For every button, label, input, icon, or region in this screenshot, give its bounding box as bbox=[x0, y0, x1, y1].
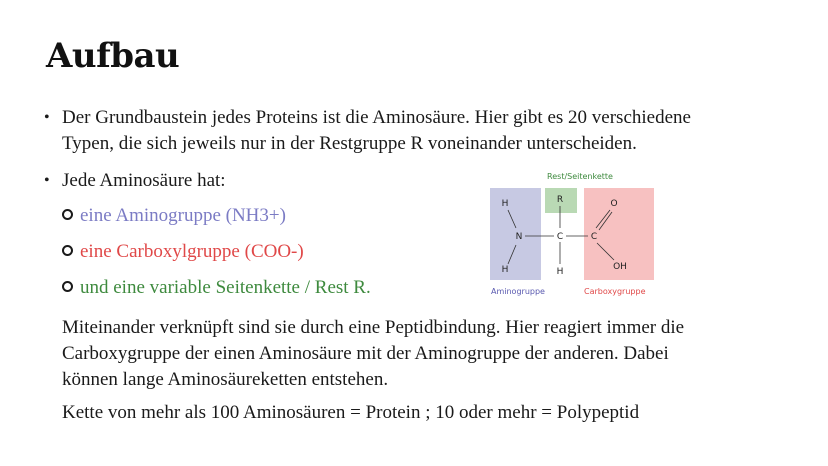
sub-item-amino: eine Aminogruppe (NH3+) bbox=[80, 205, 286, 226]
atom-r: R bbox=[556, 195, 564, 205]
atom-h-center: H bbox=[556, 267, 564, 277]
atom-n: N bbox=[515, 232, 523, 242]
paragraph-line-3: können lange Aminosäureketten entstehen. bbox=[62, 369, 389, 390]
bullet-2: Jede Aminosäure hat: bbox=[62, 170, 226, 191]
label-carboxy: Carboxygruppe bbox=[584, 287, 646, 296]
atom-o: O bbox=[610, 199, 618, 209]
atom-oh: OH bbox=[613, 262, 627, 272]
circle-bullet bbox=[62, 245, 73, 256]
sub-item-carboxyl: eine Carboxylgruppe (COO-) bbox=[80, 241, 304, 262]
paragraph-line-2: Carboxygruppe der einen Aminosäure mit der Aminogruppe der anderen. Dabei bbox=[62, 343, 669, 364]
atom-h-top: H bbox=[501, 199, 509, 209]
atom-c-carboxy: C bbox=[590, 232, 598, 242]
atom-h-bottom: H bbox=[501, 265, 509, 275]
slide-title: Aufbau bbox=[46, 36, 180, 76]
label-amino: Aminogruppe bbox=[491, 287, 545, 296]
summary-line: Kette von mehr als 100 Aminosäuren = Protein ; 10 oder mehr = Polypeptid bbox=[62, 402, 640, 423]
bullet-1-line-2: Typen, die sich jeweils nur in der Restgruppe R voneinander unterscheiden. bbox=[62, 133, 637, 154]
circle-bullet bbox=[62, 209, 73, 220]
atom-c-center: C bbox=[556, 232, 564, 242]
bullet-dot: • bbox=[44, 109, 50, 126]
bullet-dot: • bbox=[44, 172, 50, 189]
label-rest: Rest/Seitenkette bbox=[547, 172, 613, 181]
sub-item-side-chain: und eine variable Seitenkette / Rest R. bbox=[80, 277, 371, 298]
circle-bullet bbox=[62, 281, 73, 292]
amino-acid-diagram bbox=[488, 166, 668, 301]
bullet-1-line-1: Der Grundbaustein jedes Proteins ist die Aminosäure. Hier gibt es 20 verschiedene bbox=[62, 107, 691, 128]
paragraph-line-1: Miteinander verknüpft sind sie durch eine Peptidbindung. Hier reagiert immer die bbox=[62, 317, 685, 338]
